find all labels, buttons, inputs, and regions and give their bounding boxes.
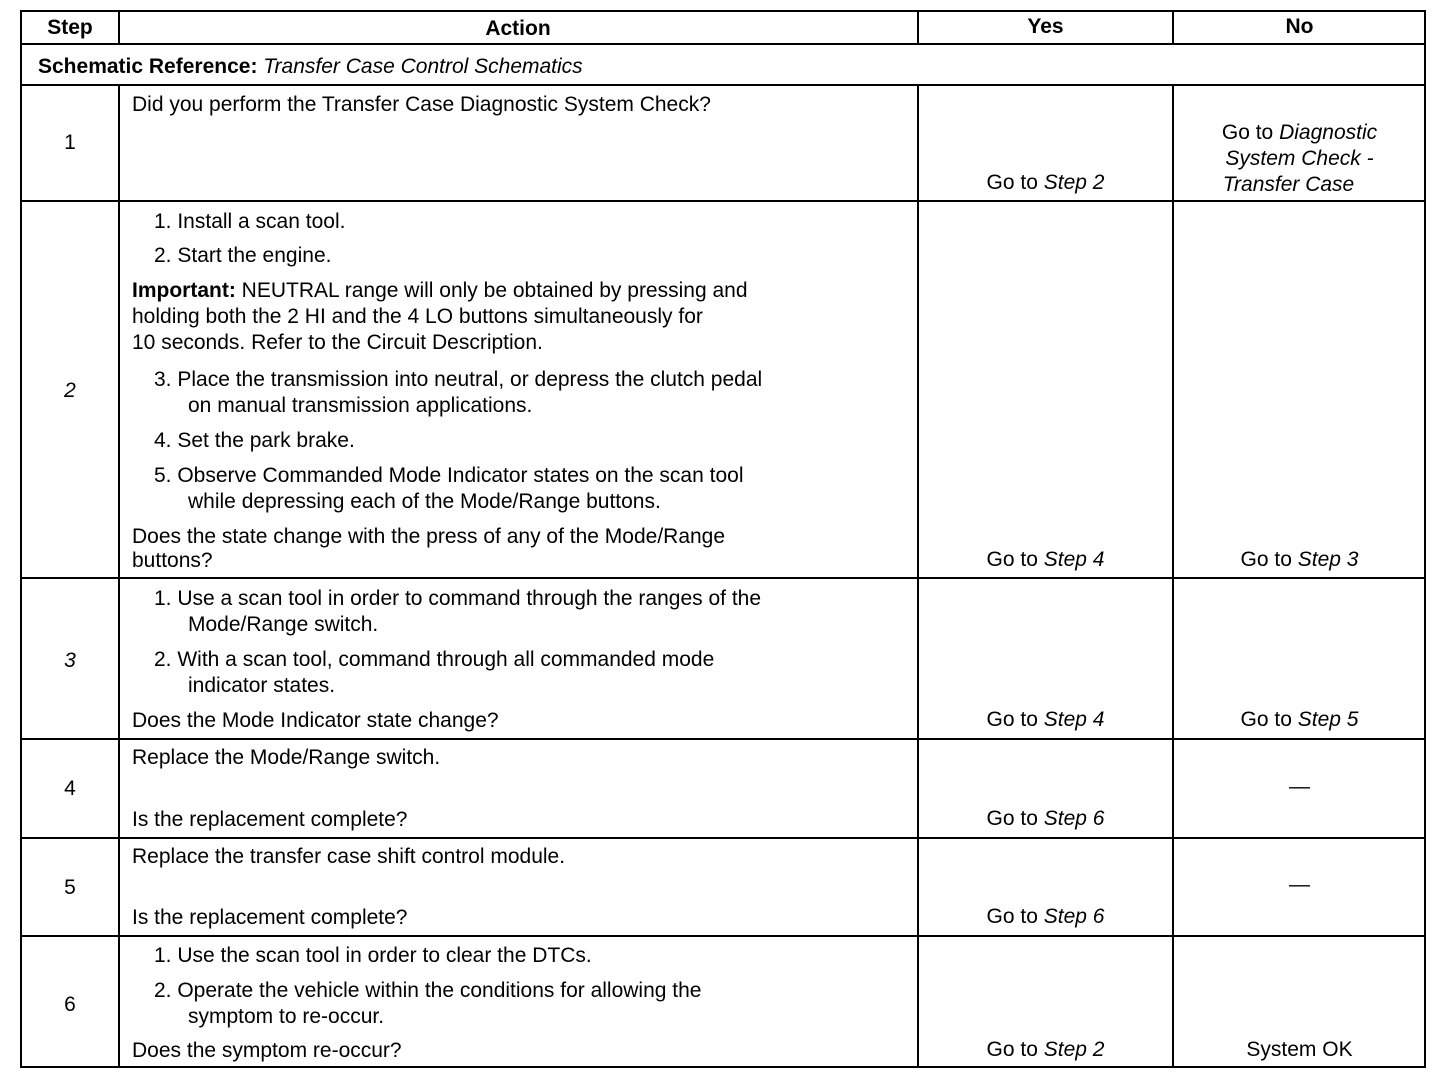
header-step: Step	[47, 16, 93, 39]
list-item-cont: while depressing each of the Mode/Range buttons.	[188, 490, 661, 513]
yes-cell: Go to Step 4	[986, 548, 1105, 571]
no-cell: System OK	[1246, 1038, 1353, 1061]
no-cell: —	[1289, 775, 1310, 798]
action-question: buttons?	[132, 549, 213, 572]
step-link[interactable]: Step 2	[1043, 171, 1105, 194]
no-cell: —	[1289, 873, 1310, 896]
yes-cell: Go to Step 4	[986, 708, 1105, 731]
action-question: Is the replacement complete?	[132, 808, 408, 831]
no-cell: Go to Step 3	[1240, 548, 1359, 571]
no-cell-line[interactable]: System Check -	[1225, 147, 1374, 170]
row-divider	[22, 837, 1424, 839]
step-link[interactable]: Step 2	[1043, 1038, 1105, 1061]
important-note-line: 10 seconds. Refer to the Circuit Description.	[132, 331, 543, 354]
important-note-line: holding both the 2 HI and the 4 LO buttons simultaneously for	[132, 305, 703, 328]
step-number: 2	[64, 379, 76, 402]
header-yes: Yes	[1027, 15, 1064, 38]
step-link[interactable]: Step 6	[1043, 807, 1105, 830]
list-item: 5. Observe Commanded Mode Indicator states on the scan tool	[154, 464, 744, 487]
list-item: 2. Operate the vehicle within the conditions for allowing the	[154, 979, 702, 1002]
list-item: 3. Place the transmission into neutral, or depress the clutch pedal	[154, 368, 763, 391]
list-item: 1. Install a scan tool.	[154, 210, 346, 233]
no-cell: Go to Step 5	[1240, 708, 1359, 731]
step-link[interactable]: Step 5	[1297, 708, 1359, 731]
step-number: 4	[64, 777, 76, 800]
list-item-cont: on manual transmission applications.	[188, 394, 533, 417]
important-note: Important: NEUTRAL range will only be obtained by pressing and	[132, 279, 748, 302]
schematic-link[interactable]: Transfer Case Control Schematics	[263, 55, 583, 78]
row-divider	[22, 200, 1424, 202]
list-item-cont: indicator states.	[188, 674, 336, 697]
header-divider	[22, 43, 1424, 45]
schematic-label: Schematic Reference:	[38, 55, 258, 78]
action-question: Did you perform the Transfer Case Diagnostic System Check?	[132, 93, 711, 116]
step-number: 1	[64, 131, 76, 154]
row-divider	[22, 577, 1424, 579]
step-link[interactable]: Step 6	[1043, 905, 1105, 928]
yes-cell: Go to Step 6	[986, 807, 1105, 830]
action-question: Is the replacement complete?	[132, 906, 408, 929]
list-item-cont: symptom to re-occur.	[188, 1005, 385, 1028]
step-number: 6	[64, 993, 76, 1016]
list-item: 2. Start the engine.	[154, 244, 332, 267]
schematic-reference	[38, 54, 583, 80]
yes-cell: Go to Step 2	[986, 1038, 1105, 1061]
list-item-cont: Mode/Range switch.	[188, 613, 379, 636]
diagnostic-table	[20, 10, 1426, 1068]
step-link[interactable]: Step 4	[1043, 708, 1105, 731]
action-text: Replace the Mode/Range switch.	[132, 746, 441, 769]
schematic-divider	[22, 84, 1424, 86]
action-question: Does the state change with the press of any of the Mode/Range	[132, 525, 726, 548]
row-divider	[22, 935, 1424, 937]
action-question: Does the Mode Indicator state change?	[132, 709, 499, 732]
step-link[interactable]: Step 4	[1043, 548, 1105, 571]
step-link[interactable]: Step 3	[1297, 548, 1359, 571]
yes-cell: Go to Step 6	[986, 905, 1105, 928]
list-item: 4. Set the park brake.	[154, 429, 355, 452]
no-cell: Go to Diagnostic	[1221, 121, 1378, 144]
list-item: 1. Use the scan tool in order to clear the DTCs.	[154, 944, 592, 967]
step-number: 3	[64, 649, 76, 672]
column-divider	[118, 84, 120, 1066]
no-cell-line[interactable]: Transfer Case	[1222, 173, 1355, 196]
yes-cell: Go to Step 2	[986, 171, 1105, 194]
header-action: Action	[485, 17, 551, 40]
list-item: 1. Use a scan tool in order to command through the ranges of the	[154, 587, 762, 610]
important-label: Important:	[132, 279, 236, 302]
row-divider	[22, 738, 1424, 740]
header-no: No	[1285, 15, 1314, 38]
list-item: 2. With a scan tool, command through all commanded mode	[154, 648, 715, 671]
diagnostic-link[interactable]: Diagnostic	[1279, 121, 1378, 144]
step-number: 5	[64, 876, 76, 899]
action-text: Replace the transfer case shift control module.	[132, 845, 566, 868]
action-question: Does the symptom re-occur?	[132, 1039, 402, 1062]
